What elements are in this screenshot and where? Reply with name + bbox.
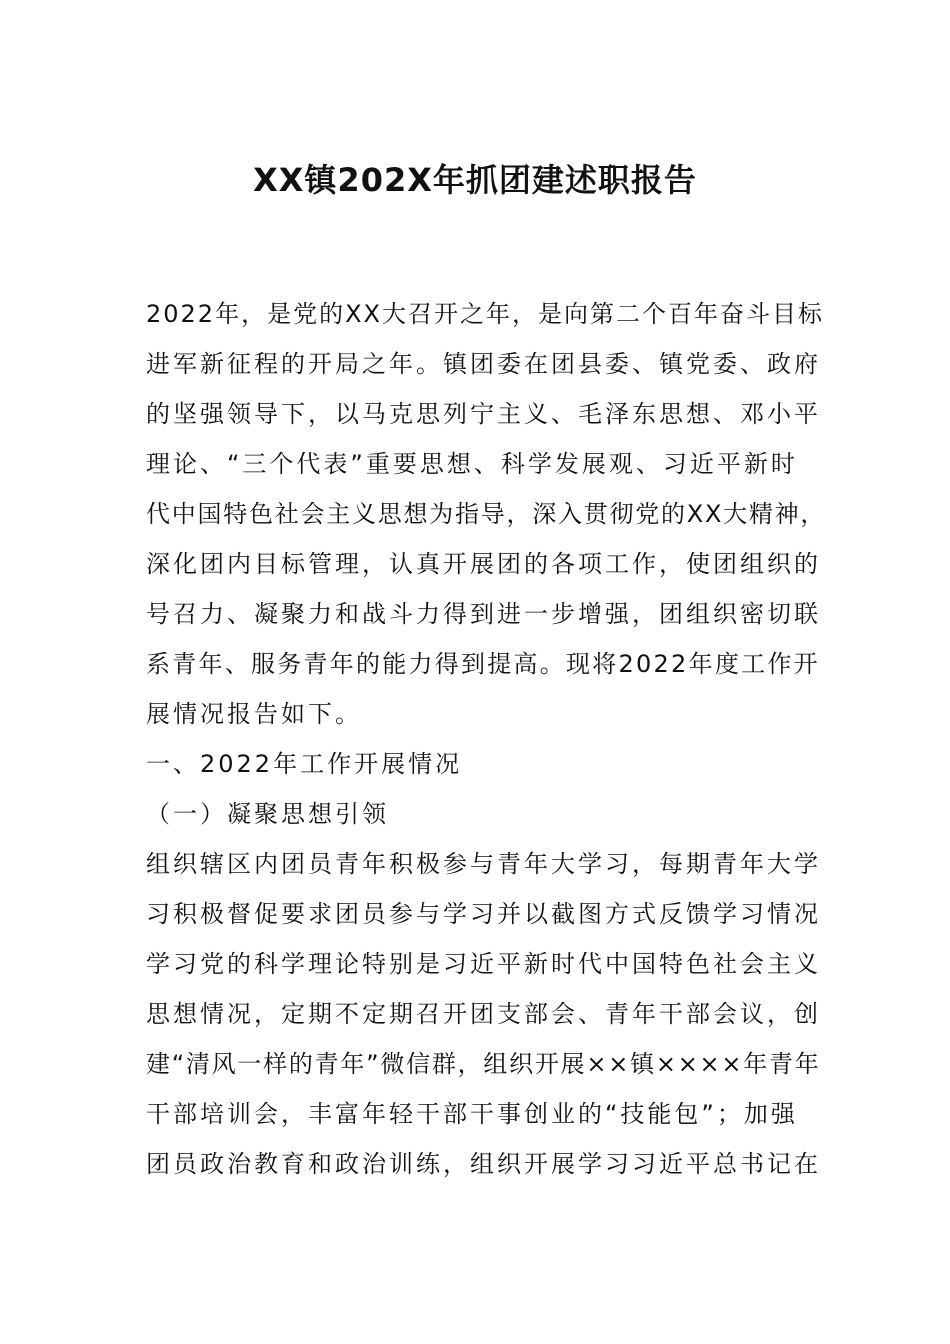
body-line: 团员政治教育和政治训练，组织开展学习习近平总书记在 [146,1150,821,1178]
body-line: 号召力、凝聚力和战斗力得到进一步增强，团组织密切联 [146,600,821,628]
body-line: 建“清风一样的青年”微信群，组织开展××镇××××年青年 [146,1050,821,1078]
body-line: 代中国特色社会主义思想为指导，深入贯彻党的XX大精神， [146,500,827,528]
document-title: XX镇202X年抓团建述职报告 [253,161,697,199]
body-line: 思想情况，定期不定期召开团支部会、青年干部会议，创 [146,1000,821,1028]
body-line: 进军新征程的开局之年。镇团委在团县委、镇党委、政府 [146,350,821,378]
section-heading: 一、2022年工作开展情况 [146,750,463,778]
body-line: 理论、“三个代表”重要思想、科学发展观、习近平新时 [146,450,798,478]
body-line: 习积极督促要求团员参与学习并以截图方式反馈学习情况 [146,900,821,928]
body-line: 系青年、服务青年的能力得到提高。现将2022年度工作开 [146,650,820,678]
subsection-heading: （一）凝聚思想引领 [146,800,389,828]
body-line: 的坚强领导下，以马克思列宁主义、毛泽东思想、邓小平 [146,400,821,428]
body-line: 组织辖区内团员青年积极参与青年大学习，每期青年大学 [146,850,821,878]
body-line: 干部培训会，丰富年轻干部干事创业的“技能包”；加强 [146,1100,798,1128]
body-line: 2022年，是党的XX大召开之年，是向第二个百年奋斗目标 [146,300,824,328]
body-line: 深化团内目标管理，认真开展团的各项工作，使团组织的 [146,550,821,578]
body-line: 学习党的科学理论特别是习近平新时代中国特色社会主义 [146,950,821,978]
body-line: 展情况报告如下。 [146,700,362,728]
